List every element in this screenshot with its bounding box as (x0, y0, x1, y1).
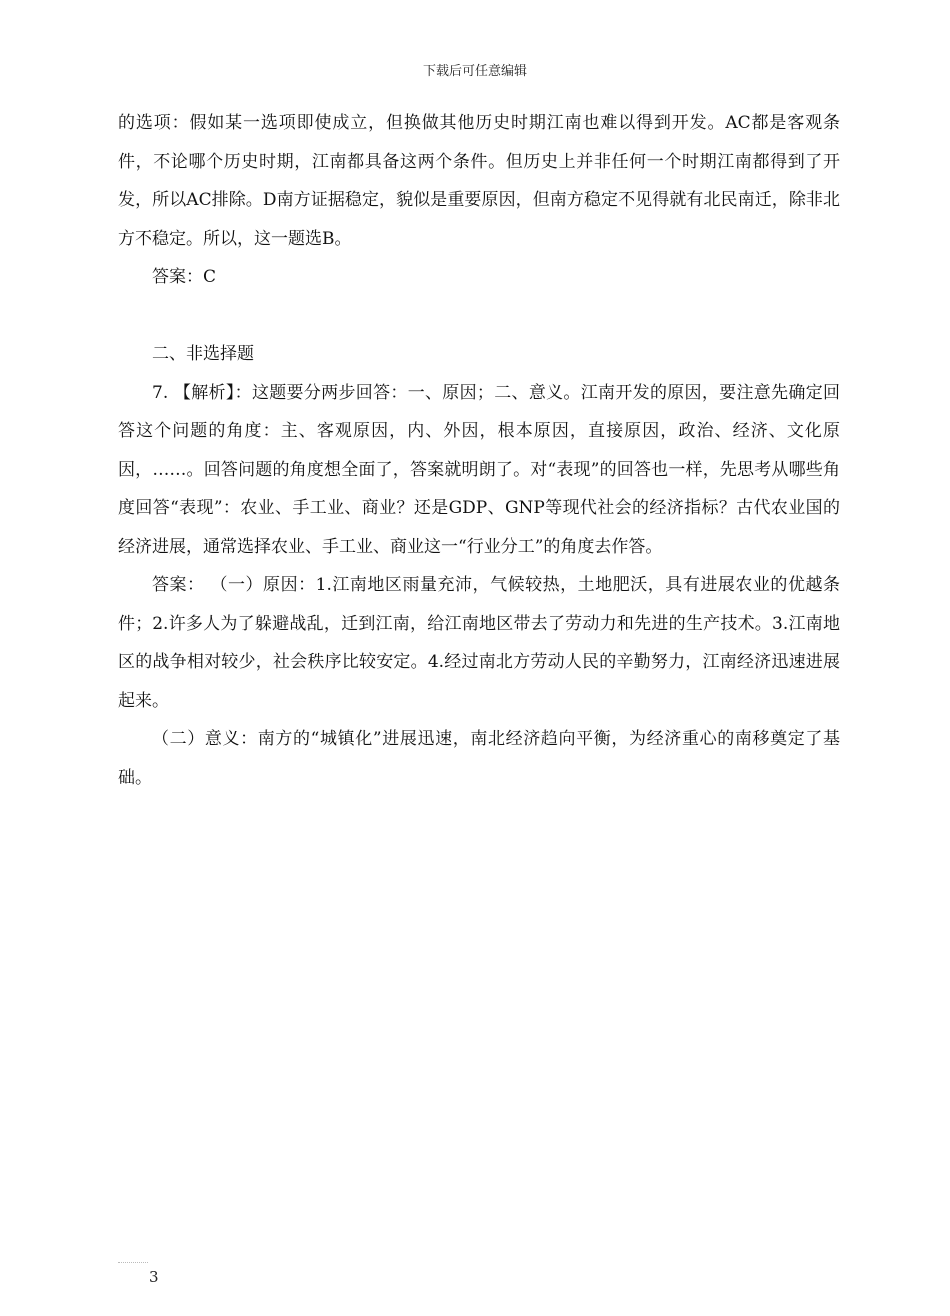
section-title: 二、非选择题 (152, 344, 254, 364)
paragraph-explanation-continued: 的选项：假如某一选项即使成立，但换做其他历史时期江南也难以得到开发。AC都是客观条件，不论哪个历史时期，江南都具备这两个条件。但历史上并非任何一个时期江南都得到了开发，所以AC排除。D南方证据稳定，貌似是重要原因，但南方稳定不见得就有北民南迁，除非北方不稳定。所以，这一题选B。 (118, 113, 840, 249)
answer-line: 答案：C (152, 267, 217, 287)
blank-line (118, 297, 840, 336)
page-header: 下载后可任意编辑 (422, 64, 527, 79)
question-7-analysis: 7. 【解析】：这题要分两步回答：一、原因；二、意义。江南开发的原因，要注意先确定回答这个问题的角度：主、客观原因，内、外因，根本原因，直接原因，政治、经济、文化原因，……。回答问题的角度想全面了，答案就明朗了。对“表现”的回答也一样，先思考从哪些角度回答“表现”：农业、手工业、商业？还是GDP、GNP等现代社会的经济指标？古代农业国的经济进展，通常选择农业、手工业、商业这一“行业分工”的角度去作答。 (118, 382, 840, 557)
question-7-answer-significance: （二）意义：南方的“城镇化”进展迅速，南北经济趋向平衡，为经济重心的南移奠定了基础。 (118, 729, 840, 788)
page-number: 3 (149, 1268, 159, 1286)
question-7-answer-reasons: 答案： （一）原因：1.江南地区雨量充沛，气候较热，土地肥沃，具有进展农业的优越条件；2.许多人为了躲避战乱，迁到江南，给江南地区带去了劳动力和先进的生产技术。3.江南地区的战争相对较少，社会秩序比较安定。4.经过南北方劳动人民的辛勤努力，江南经济迅速进展起来。 (118, 575, 840, 711)
document-body (118, 104, 840, 797)
footer-corner-mark (118, 1262, 148, 1264)
